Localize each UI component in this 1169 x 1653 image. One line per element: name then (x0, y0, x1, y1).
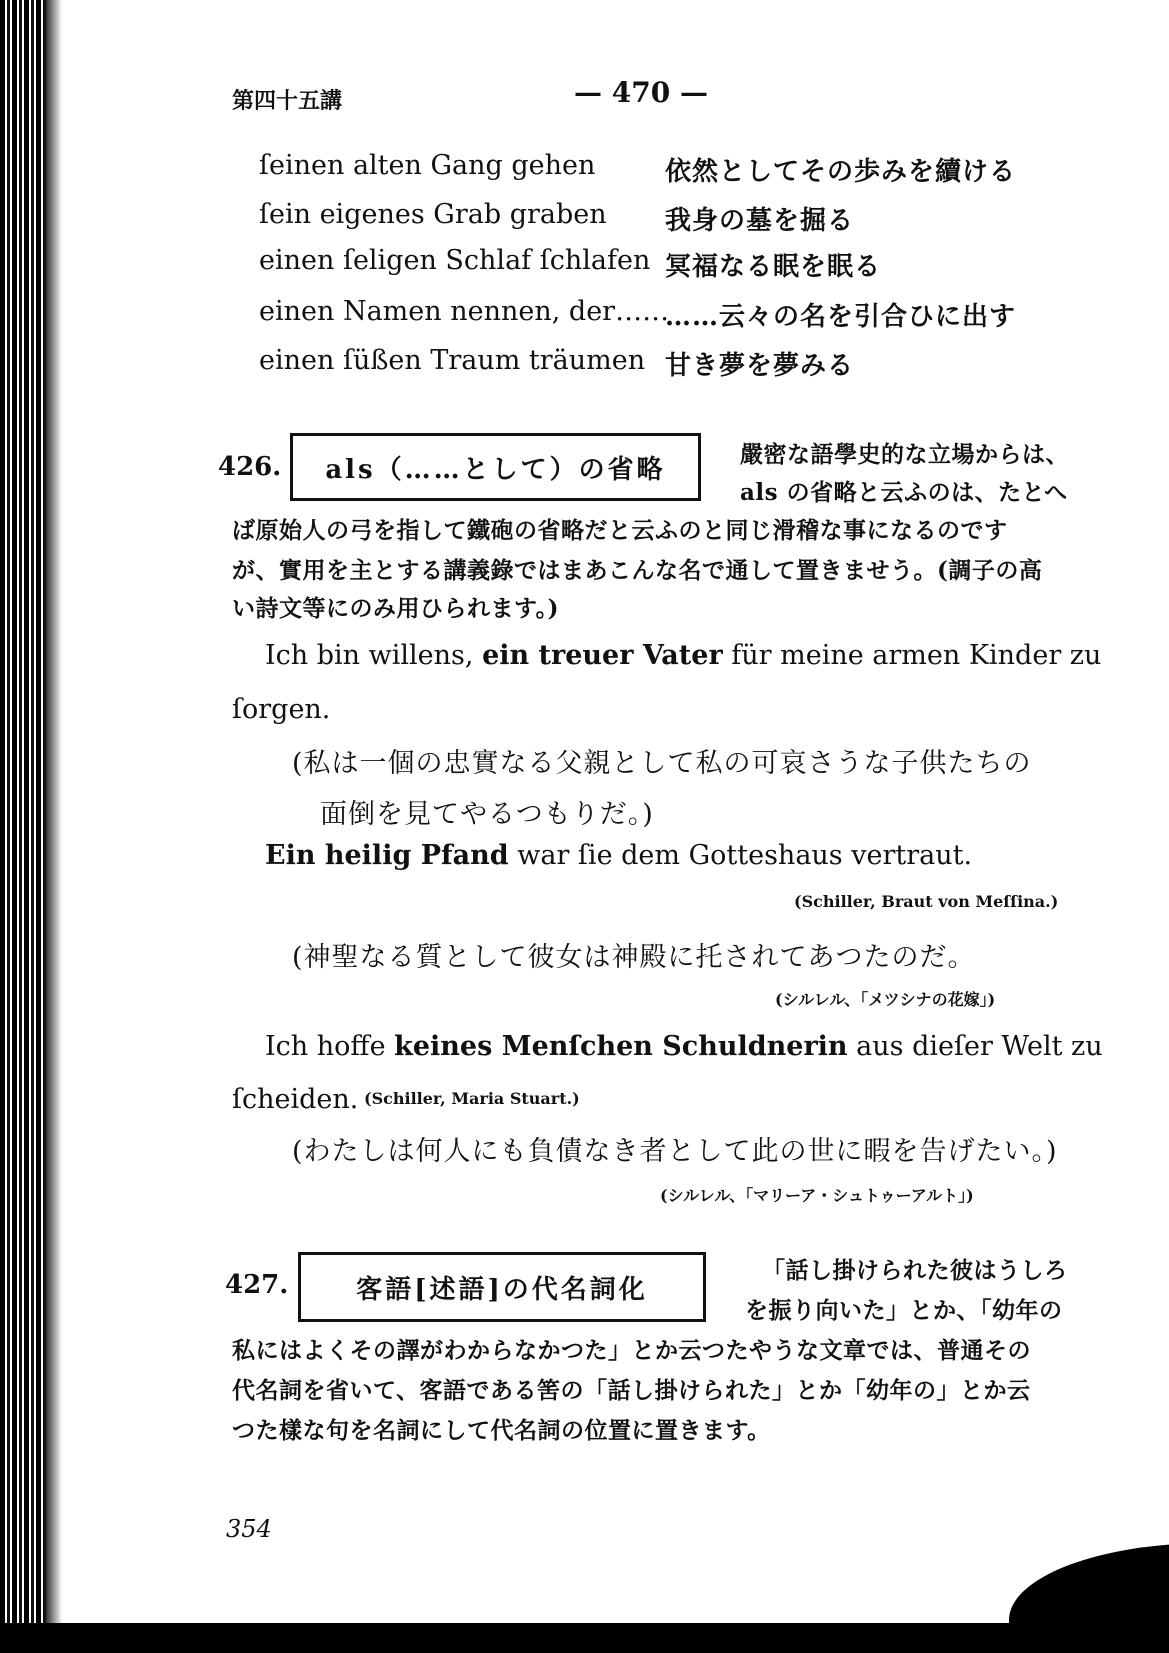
example-translation: (神聖なる質として彼女は神殿に托されてあつたのだ。 (292, 942, 976, 973)
phrase-de: einen Namen nennen, der…… (259, 296, 670, 327)
section-body-line: 私にはよくその譯がわからなかつた」とか云つたやうな文章では、普通その (232, 1337, 1031, 1364)
example-source: (Schiller, Maria Stuart.) (364, 1089, 580, 1108)
example-source: (シルレル、「マリーア・シュトゥーアルト」) (660, 1186, 974, 1205)
folio-number: 354 (226, 1515, 272, 1543)
lecture-heading: 第四十五講 (232, 88, 343, 114)
section-body-line: 代名詞を省いて、客語である筈の「話し掛けられた」とか「幼年の」とか云 (232, 1377, 1031, 1404)
phrase-de: einen ſeligen Schlaf ſchlafen (259, 245, 651, 276)
phrase-ja: 冥福なる眠を眠る (665, 252, 882, 282)
phrase-de: ſeinen alten Gang gehen (259, 150, 596, 181)
section-number: 427. (225, 1270, 289, 1300)
page-number: — 470 — (574, 76, 708, 109)
section-body-line: い詩文等にのみ用ひられます。) (232, 595, 560, 622)
example-german-cont: ſcheiden. (232, 1084, 359, 1115)
example-translation: 面倒を見てやるつもりだ。) (320, 799, 654, 830)
phrase-ja: 依然としてその歩みを續ける (665, 157, 1017, 187)
example-german-cont: ſorgen. (232, 694, 331, 725)
section-title-box: 客語[述語]の代名詞化 (298, 1252, 706, 1322)
phrase-de: ſein eigenes Grab graben (259, 199, 607, 230)
bottom-page-edge (0, 1623, 1169, 1653)
example-german: Ich hoffe keines Menſchen Schuldnerin aus dieſer Welt zu (265, 1031, 1103, 1062)
section-body-line: が、實用を主とする講義錄ではまあこんな名で通して置きませう。(調子の高 (232, 557, 1043, 584)
example-source: (Schiller, Braut von Meſſina.) (794, 892, 1059, 911)
example-german: Ich bin willens, ein treuer Vater für meine armen Kinder zu (265, 640, 1102, 671)
section-body-line: ば原始人の弓を指して鐵砲の省略だと云ふのと同じ滑稽な事になるのです (232, 517, 1008, 544)
example-translation: (私は一個の忠實なる父親として私の可哀さうな子供たちの (292, 748, 1032, 779)
phrase-ja: 甘き夢を夢みる (665, 351, 855, 381)
phrase-de: einen ſüßen Traum träumen (259, 345, 646, 376)
section-title-box: als（……として）の省略 (290, 433, 701, 501)
section-intro-line: 嚴密な語學史的な立場からは、 (740, 441, 1069, 468)
example-source: (シルレル、「メツシナの花嫁」) (775, 990, 996, 1009)
page-curl-shadow (1009, 1543, 1169, 1653)
section-intro-line: 「話し掛けられた彼はうしろ (762, 1257, 1068, 1284)
phrase-ja: ……云々の名を引合ひに出す (665, 302, 1017, 332)
section-number: 426. (218, 452, 282, 482)
gutter-shade (46, 0, 62, 1653)
phrase-ja: 我身の墓を掘る (665, 206, 855, 236)
section-intro-line: を振り向いた」とか、「幼年の (745, 1297, 1063, 1324)
example-german: Ein heilig Pfand war ſie dem Gotteshaus vertraut. (265, 840, 973, 871)
example-translation: (わたしは何人にも負債なき者として此の世に暇を告げたい。) (292, 1136, 1058, 1167)
section-body-line: つた樣な句を名詞にして代名詞の位置に置きます。 (232, 1417, 771, 1444)
section-intro-line: als の省略と云ふのは、たとへ (740, 479, 1068, 506)
